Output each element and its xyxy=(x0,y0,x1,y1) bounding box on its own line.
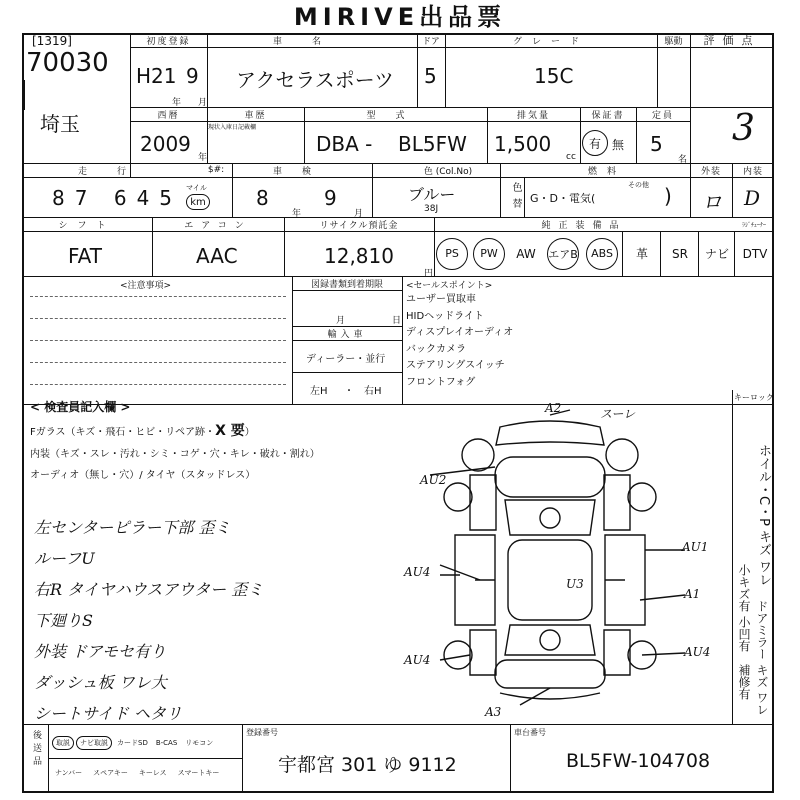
score-label: 評価点 xyxy=(703,34,761,47)
doc-due-label: 図録書類到着期限 xyxy=(310,279,383,290)
era: H21 xyxy=(136,64,177,88)
shift-label: シフト xyxy=(58,220,116,231)
inspection-month: 9 xyxy=(324,186,337,210)
handwritten-note: 外装 ドアモセ有り xyxy=(34,642,166,661)
sales-point-label: <セールスポイント> xyxy=(406,281,493,291)
car-name: アクセラスポーツ xyxy=(236,68,394,92)
interior-grade: D xyxy=(744,186,761,210)
reg-no-label: 登録番号 xyxy=(246,728,278,737)
grade: 15C xyxy=(534,64,574,88)
equipment-item: PW xyxy=(470,231,508,276)
wheel-note: ホイル・C・P キズ ワレ xyxy=(756,444,771,587)
fuel-options: G・D・電気( xyxy=(530,192,596,205)
frame-number: BL5FW-104708 xyxy=(566,750,711,772)
import-label: 輸入車 xyxy=(327,329,367,340)
month-unit: 月 xyxy=(198,98,208,108)
diagram-mark: A2 xyxy=(545,401,562,415)
doc-right-hand: 右H xyxy=(364,386,382,397)
doors-label: ドア xyxy=(422,36,440,47)
exterior-label: 外装 xyxy=(700,166,721,177)
cc-unit: cc xyxy=(566,152,576,162)
chassis-note: 現状入庫日記載欄 xyxy=(208,124,257,131)
mileage-digit: 5 xyxy=(159,186,183,210)
first-reg-label: 初度登録 xyxy=(146,36,191,47)
footer-item: B-CAS xyxy=(155,739,178,747)
sales-point-item: バックカメラ xyxy=(406,343,466,355)
recycle-label: リサイクル預託金 xyxy=(319,220,399,231)
equipment-item: 革 xyxy=(622,231,661,276)
footer-item: スペアキー xyxy=(93,769,128,777)
sales-point-item: ステアリングスイッチ xyxy=(406,360,505,371)
sales-point-item: ユーザー買取車 xyxy=(406,294,476,305)
warranty-yes: 有 xyxy=(582,130,608,156)
doc-month: 月 xyxy=(336,316,346,326)
inspection-label: 車検 xyxy=(272,166,331,177)
diagram-mark: AU4 xyxy=(404,653,431,667)
sales-point-list xyxy=(406,292,513,391)
handwritten-note: 右R タイヤハウスアウター 歪ミ xyxy=(34,580,264,599)
recycle-fee: 12,810 xyxy=(324,244,394,268)
year-unit: 年 xyxy=(172,98,182,108)
scratch-note: 小キズ有 小凹有 xyxy=(737,564,751,652)
footer-items-row1 xyxy=(52,732,242,754)
region: 埼玉 xyxy=(40,112,80,136)
diagram-mark: AU4 xyxy=(404,565,431,579)
diagram-mark: AU4 xyxy=(684,645,711,659)
warranty-no: 無 xyxy=(612,138,625,152)
reg-month: 9 xyxy=(186,64,199,88)
interior-line: 内装（キズ・スレ・汚れ・シミ・コゲ・穴・キレ・破れ・割れ） xyxy=(30,449,320,460)
color-change-label: 色替 xyxy=(510,182,521,214)
mileage-digit: 4 xyxy=(136,186,160,210)
exterior-grade: ロ xyxy=(702,190,722,214)
handwritten-note: シートサイド ヘタリ xyxy=(34,704,182,723)
km-unit: km xyxy=(186,194,210,210)
diagram-mark: AU1 xyxy=(682,540,709,554)
equipment-item: SR xyxy=(660,231,699,276)
footer-item: スマートキー xyxy=(177,769,220,777)
sales-point-item: HIDヘッドライト xyxy=(406,310,484,322)
footer-item: ナビ取説 xyxy=(76,736,112,750)
glass-text: Fガラス（キズ・飛石・ヒビ・リペア跡・ xyxy=(30,427,216,438)
transfer-docs-label: 後送品 xyxy=(31,730,41,769)
tuner-label: ﾗｼﾞﾁｭｰﾅｰ xyxy=(741,221,766,229)
inspection-year-unit: 年 xyxy=(292,209,302,219)
sales-point-item: ディスプレイオーディオ xyxy=(406,327,514,338)
diagram-mark: スーレ xyxy=(600,407,636,421)
handwritten-notes xyxy=(34,512,263,729)
color-code: 38J xyxy=(424,204,439,214)
sales-point-item: フロントフォグ xyxy=(406,376,476,388)
footer-items-row2 xyxy=(52,762,242,784)
equipment-row xyxy=(434,231,774,276)
mileage-code: $#: xyxy=(207,165,225,175)
diagram-mark: A3 xyxy=(485,705,502,719)
diagram-marks xyxy=(400,401,730,723)
yen-unit: 円 xyxy=(424,269,434,279)
equipment-item: エアB xyxy=(544,231,582,276)
inspection-month-unit: 月 xyxy=(354,209,364,219)
audio-line: オーディオ（無し・穴）/ タイヤ（スタッドレス） xyxy=(30,470,256,481)
diagram-mark: U3 xyxy=(566,577,584,591)
footer-item: リモコン xyxy=(185,739,214,747)
model-label: 型式 xyxy=(366,110,425,121)
handwritten-note: 下廻りS xyxy=(34,611,93,630)
capacity: 5 xyxy=(650,132,663,156)
doors: 5 xyxy=(424,64,437,88)
drive-label: 駆動 xyxy=(664,36,683,47)
plate-number: 宇都宮 301 ゆ 9112 xyxy=(278,754,457,776)
keylock-label: キーロック xyxy=(734,393,774,402)
year-unit-2: 年 xyxy=(198,153,208,163)
interior-label: 内装 xyxy=(742,166,763,177)
glass-mark: X 要 xyxy=(215,423,245,439)
fuel-close: ) xyxy=(664,184,672,208)
doc-dealer: ディーラー・並行 xyxy=(306,354,386,365)
footer-item: ナンバー xyxy=(55,769,83,777)
footer-item: 取説 xyxy=(52,736,74,750)
handwritten-note: ダッシュ板 ワレ大 xyxy=(34,673,167,692)
chassis-label: 車歴 xyxy=(244,110,267,121)
equipment-item: AW xyxy=(516,246,536,261)
equipment-item: PS xyxy=(434,231,470,276)
handwritten-note: ルーフU xyxy=(34,549,95,568)
equipment-item: ナビ xyxy=(698,231,735,276)
mileage-label: 走行 xyxy=(77,166,156,177)
year-western: 2009 xyxy=(140,132,191,156)
shift: FAT xyxy=(68,244,103,268)
handwritten-note: 左センターピラー下部 歪ミ xyxy=(34,518,231,537)
equipment-item: DTV xyxy=(734,231,775,276)
listing-number: 70030 xyxy=(26,48,109,78)
west-label: 西暦 xyxy=(157,110,180,121)
aircon: AAC xyxy=(196,244,238,268)
model-prefix: DBA - xyxy=(316,132,373,156)
footer-item: キーレス xyxy=(138,769,167,777)
equipment-item: ABS xyxy=(582,231,622,276)
sheet-title: MIRIVE出品票 xyxy=(293,2,507,31)
mileage-value xyxy=(52,186,182,210)
color-name: ブルー xyxy=(408,185,456,204)
car-name-label: 車名 xyxy=(272,36,351,47)
mile-unit: マイル xyxy=(186,184,207,192)
glass-close: ） xyxy=(244,427,255,438)
doc-day: 日 xyxy=(392,316,402,326)
inspection-year: 8 xyxy=(256,186,269,210)
aircon-label: エアコン xyxy=(184,220,252,231)
diagram-mark: AU2 xyxy=(420,473,447,487)
warranty-label: 保証書 xyxy=(591,110,625,121)
mirror-note: ドアミラー キズ ワレ xyxy=(755,600,769,716)
glass-line xyxy=(30,420,255,440)
lot-number: [1319] xyxy=(32,34,72,48)
capacity-label: 定員 xyxy=(651,110,674,121)
mileage-digit: 6 xyxy=(113,186,137,210)
score: 3 xyxy=(732,108,755,149)
repair-note: 補修有 xyxy=(737,664,751,700)
doc-dot: ・ xyxy=(344,386,354,397)
capacity-unit: 名 xyxy=(678,155,688,165)
footer-item: カードSD xyxy=(117,739,148,747)
displacement: 1,500 xyxy=(494,132,552,156)
mileage-digit: 8 xyxy=(52,186,75,210)
color-label: 色 (Col.No) xyxy=(423,166,473,177)
fuel-other: その他 xyxy=(628,181,649,189)
fuel-label: 燃料 xyxy=(587,166,626,177)
diagram-mark: A1 xyxy=(684,587,701,601)
cc-label: 排気量 xyxy=(516,110,550,121)
notes-label: <注意事項> xyxy=(120,281,172,291)
equipment-label: 純正装備品 xyxy=(541,220,627,231)
inspector-label: < 検査員記入欄 > xyxy=(30,400,131,414)
mileage-digit: 7 xyxy=(74,186,98,210)
frame-no-label: 車台番号 xyxy=(514,728,546,737)
grade-label: グレード xyxy=(512,36,589,47)
model: BL5FW xyxy=(398,132,467,156)
doc-left-hand: 左H xyxy=(310,386,328,397)
